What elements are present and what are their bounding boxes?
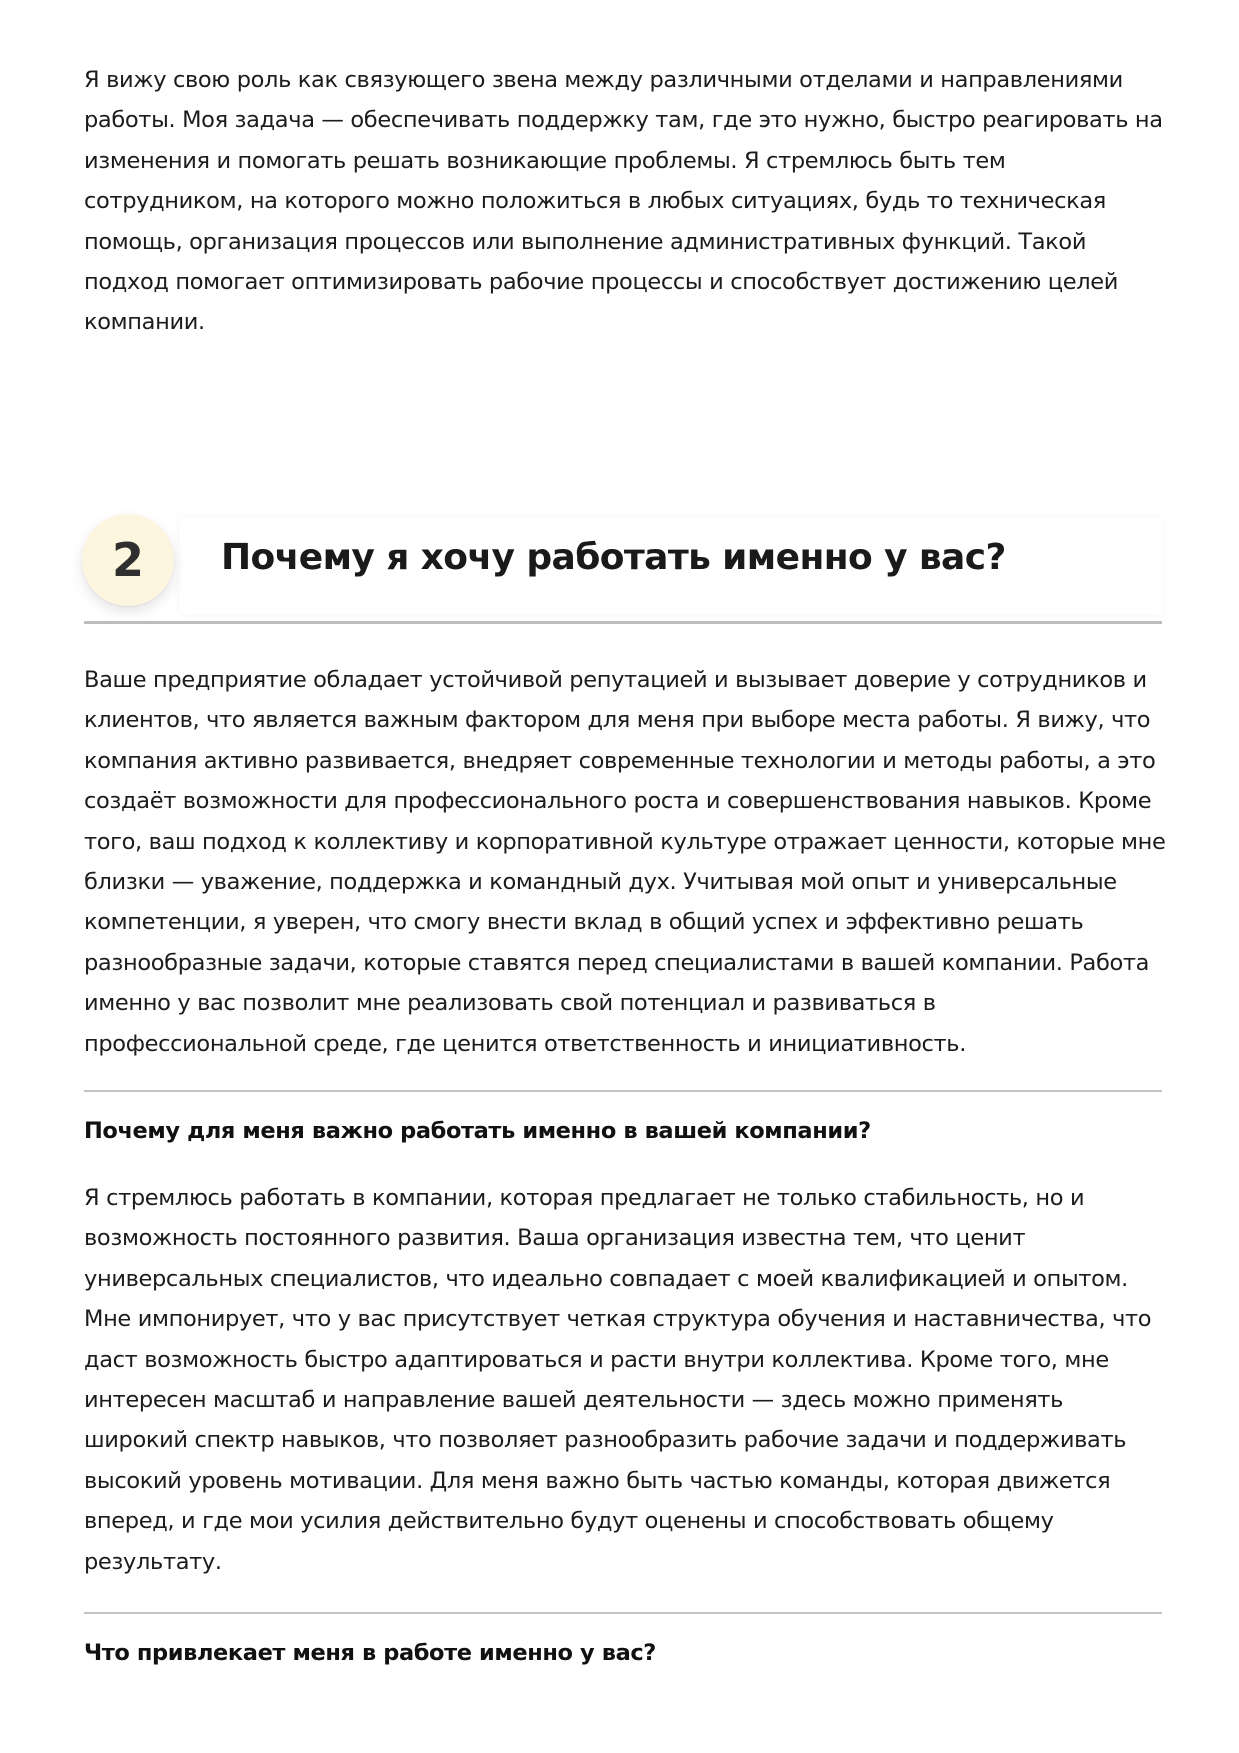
text-line: широкий спектр навыков, что позволяет разнообразить рабочие задачи и поддерживать <box>84 1427 1127 1454</box>
text-line: сотрудником, на которого можно положиться в любых ситуациях, будь то техническая <box>84 188 1106 215</box>
text-line: того, ваш подход к коллективу и корпоративной культуре отражает ценности, которые мне <box>84 828 1166 855</box>
text-line: результату. <box>84 1548 222 1575</box>
text-line: вперед, и где мои усилия действительно будут оценены и способствовать общему <box>84 1508 1054 1535</box>
section-title-divider <box>84 621 1162 624</box>
divider <box>84 1612 1162 1614</box>
text-line: клиентов, что является важным фактором для меня при выборе места работы. Я вижу, что <box>84 707 1151 734</box>
text-line: создаёт возможности для профессионального роста и совершенствования навыков. Кроме <box>84 788 1152 815</box>
subsection-heading: Почему для меня важно работать именно в вашей компании? <box>84 1118 871 1144</box>
section-number-badge: 2 <box>82 514 174 606</box>
text-line: подход помогает оптимизировать рабочие процессы и способствует достижению целей <box>84 269 1119 296</box>
text-line: Я стремлюсь работать в компании, которая предлагает не только стабильность, но и <box>84 1185 1085 1211</box>
text-line: Я вижу свою роль как связующего звена между различными отделами и направлениями <box>84 67 1123 93</box>
text-line: высокий уровень мотивации. Для меня важно быть частью команды, которая движется <box>84 1467 1111 1494</box>
text-line: профессиональной среде, где ценится ответственность и инициативность. <box>84 1030 966 1057</box>
text-line: компания активно развивается, внедряет современные технологии и методы работы, а это <box>84 747 1156 774</box>
text-line: разнообразные задачи, которые ставятся перед специалистами в вашей компании. Работа <box>84 949 1150 976</box>
text-line: возможность постоянного развития. Ваша организация известна тем, что ценит <box>84 1225 1026 1252</box>
section-paragraph <box>84 660 1174 1064</box>
intro-paragraph <box>84 60 1174 343</box>
text-line: компетенции, я уверен, что смогу внести вклад в общий успех и эффективно решать <box>84 909 1084 936</box>
section-header <box>80 512 1162 616</box>
text-line: универсальных специалистов, что идеально совпадает с моей квалификацией и опытом. <box>84 1265 1128 1292</box>
text-line: изменения и помогать решать возникающие проблемы. Я стремлюсь быть тем <box>84 147 1006 174</box>
text-line: близки — уважение, поддержка и командный дух. Учитывая мой опыт и универсальные <box>84 869 1117 896</box>
text-line: именно у вас позволит мне реализовать свой потенциал и развиваться в <box>84 990 936 1017</box>
text-line: интересен масштаб и направление вашей деятельности — здесь можно применять <box>84 1387 1064 1414</box>
text-line: Мне импонирует, что у вас присутствует четкая структура обучения и наставничества, что <box>84 1306 1152 1333</box>
subsection-heading: Что привлекает меня в работе именно у вас? <box>84 1640 656 1666</box>
subsection-paragraph <box>84 1178 1174 1582</box>
text-line: даст возможность быстро адаптироваться и расти внутри коллектива. Кроме того, мне <box>84 1346 1109 1373</box>
section-title: Почему я хочу работать именно у вас? <box>221 537 1006 578</box>
text-line: Ваше предприятие обладает устойчивой репутацией и вызывает доверие у сотрудников и <box>84 667 1147 693</box>
text-line: помощь, организация процессов или выполнение административных функций. Такой <box>84 228 1087 255</box>
divider <box>84 1090 1162 1092</box>
text-line: компании. <box>84 309 205 336</box>
text-line: работы. Моя задача — обеспечивать поддержку там, где это нужно, быстро реагировать на <box>84 107 1163 134</box>
